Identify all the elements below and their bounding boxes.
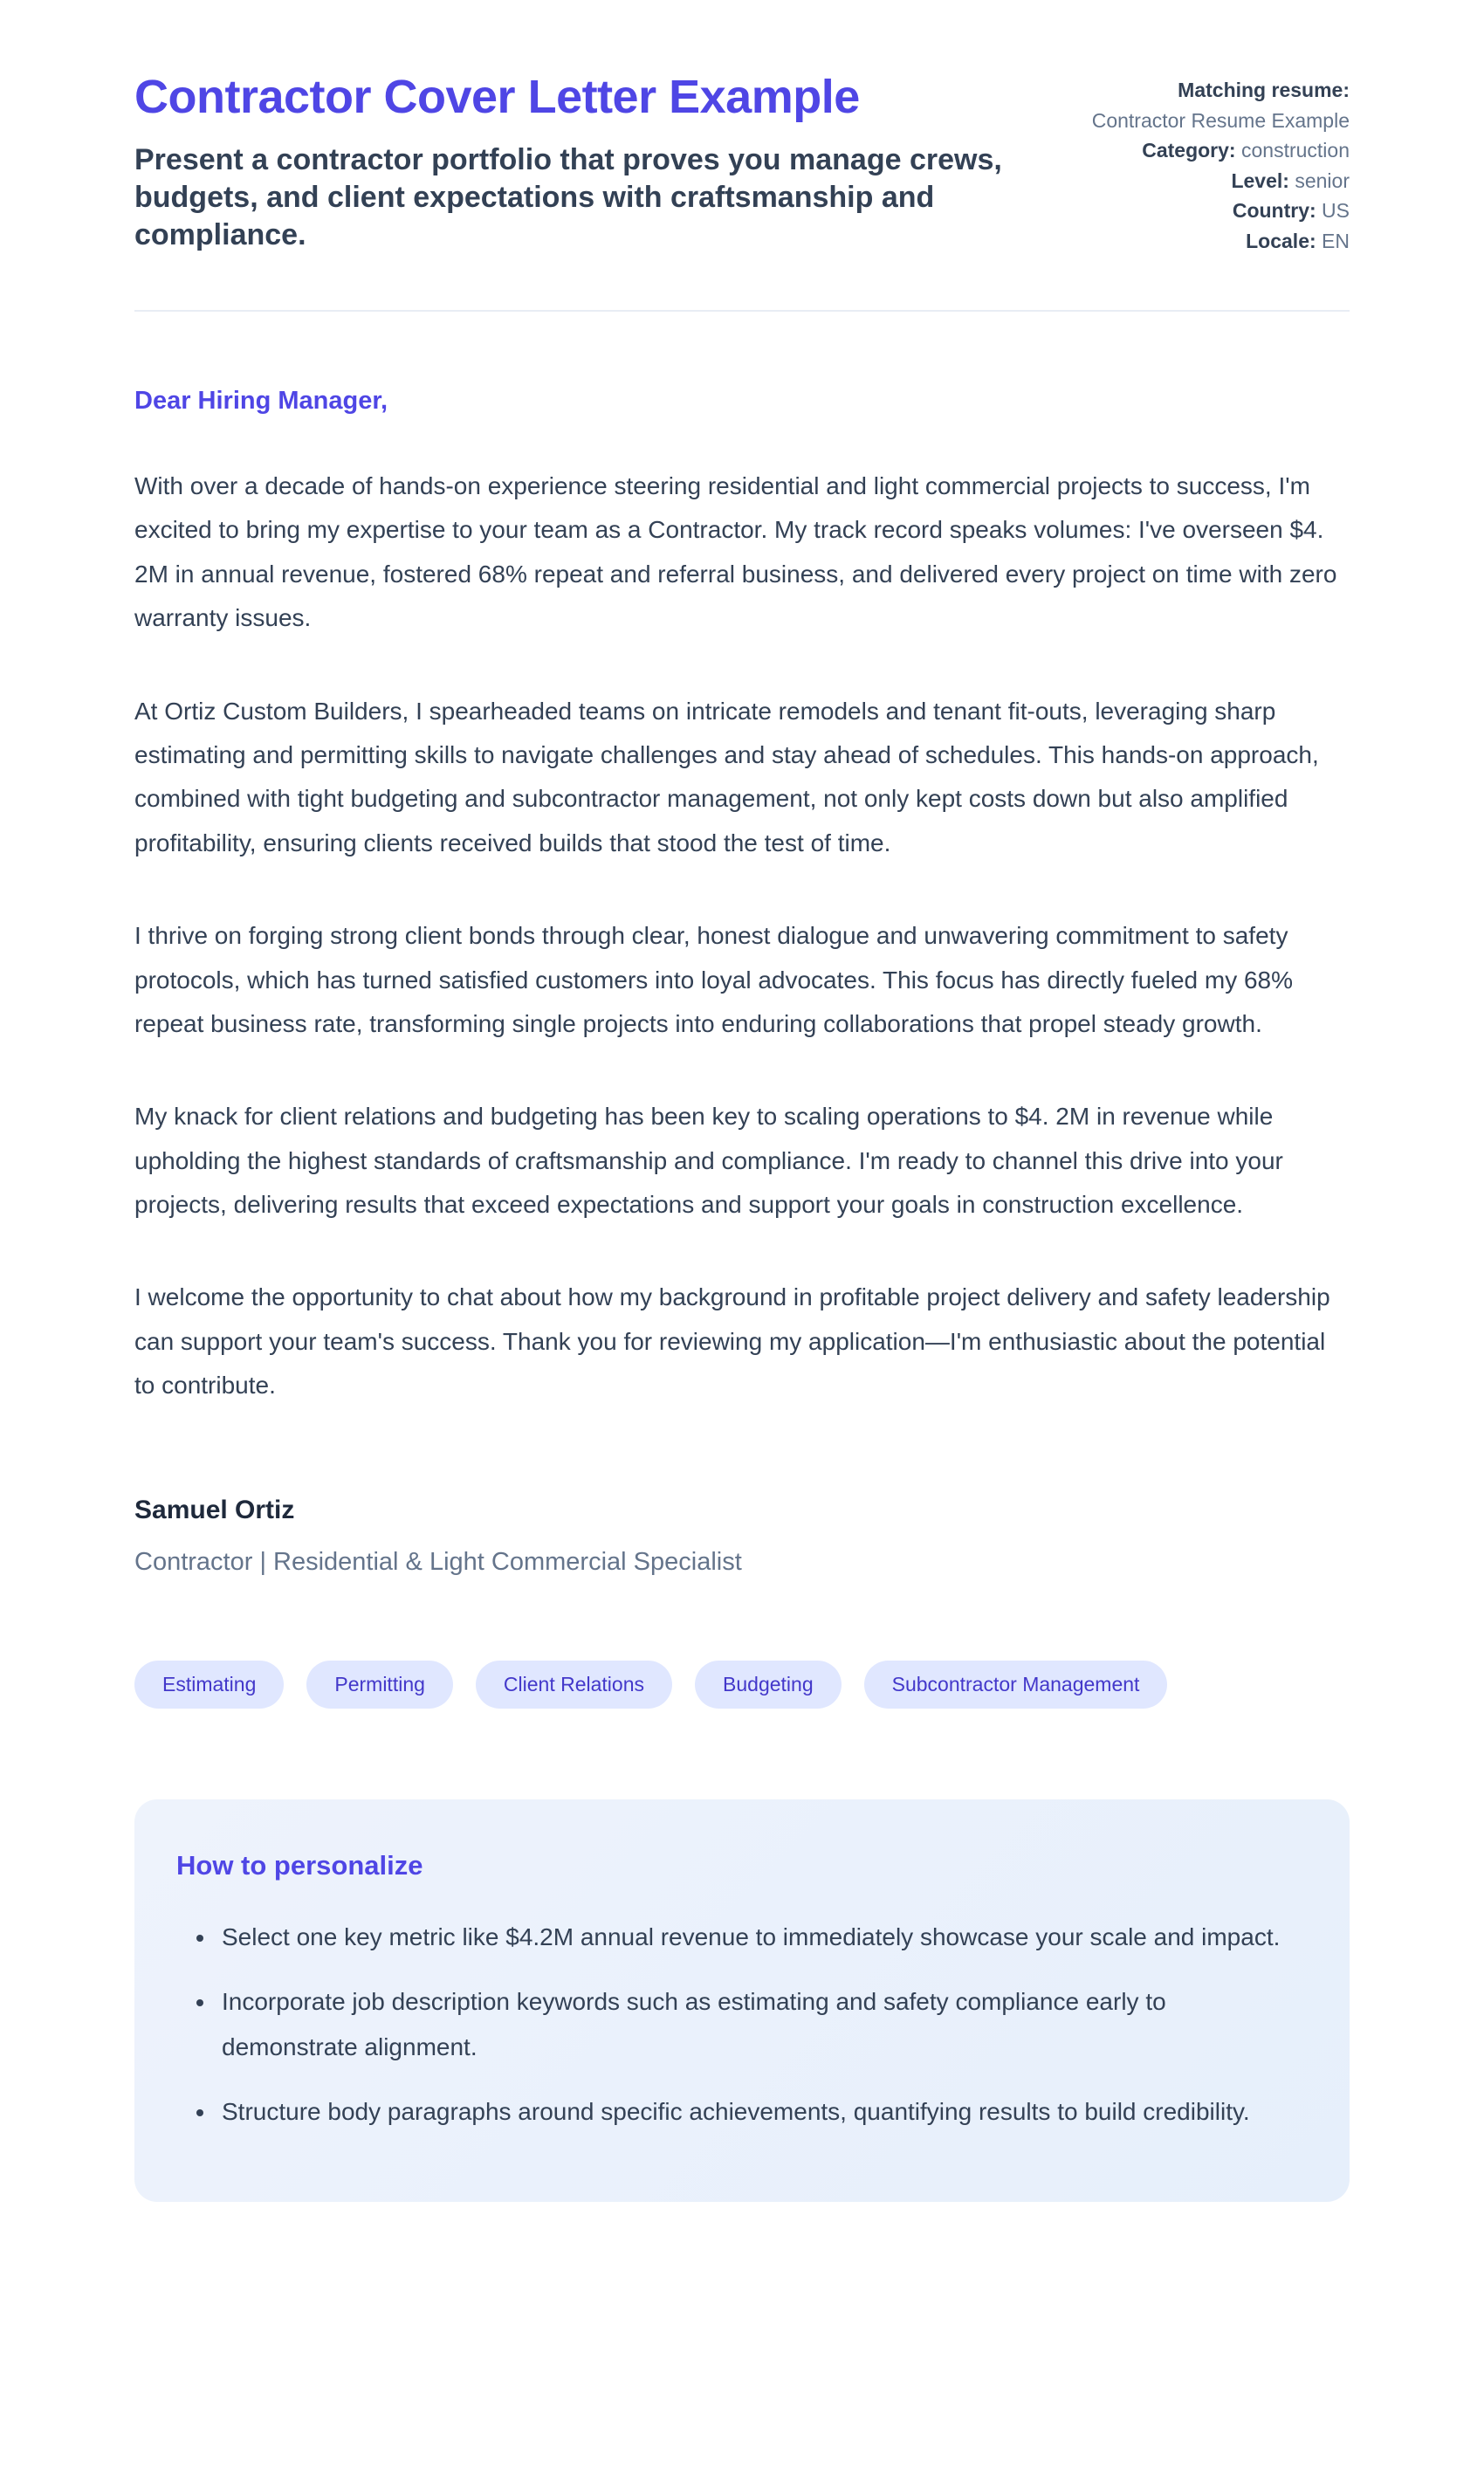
skill-tag[interactable]: Subcontractor Management xyxy=(864,1661,1168,1709)
meta-label: Matching resume: xyxy=(1178,79,1350,101)
skill-tag[interactable]: Budgeting xyxy=(695,1661,842,1709)
signature-name: Samuel Ortiz xyxy=(134,1495,295,1524)
skill-tag[interactable]: Client Relations xyxy=(476,1661,672,1709)
page-subtitle: Present a contractor portfolio that proves you manage crews, budgets, and client expectations with craftsmanship and compliance. xyxy=(134,143,1002,251)
meta-label: Country: xyxy=(1232,199,1316,222)
meta-value: EN xyxy=(1322,229,1350,252)
letter-paragraph: With over a decade of hands-on experience steering residential and light commercial projects to success, I'm excited to bring my expertise to your team as a Contractor. My track record speaks volumes: I've overseen $4. 2M in annual revenue, fostered 68% repeat and referral business, and delivered every project on time with zero warranty issues. xyxy=(134,472,1337,632)
personalize-tips-list xyxy=(176,1915,1308,2134)
meta-label: Locale: xyxy=(1246,229,1316,252)
letter-paragraph: At Ortiz Custom Builders, I spearheaded teams on intricate remodels and tenant fit-outs, leveraging sharp estimating and permitting skills to navigate challenges and stay ahead of schedules. This hands-on approach, combined with tight budgeting and subcontractor management, not only kept costs down but also amplified profitability, ensuring clients received builds that stood the test of time. xyxy=(134,697,1319,856)
skill-tags xyxy=(134,1661,1350,1709)
meta-value: construction xyxy=(1240,139,1350,162)
meta-item xyxy=(1088,226,1350,257)
skill-tag[interactable]: Permitting xyxy=(306,1661,453,1709)
personalize-tip: • Incorporate job description keywords such as estimating and safety compliance early to demonstrate alignment. xyxy=(216,1979,1308,2070)
header-divider xyxy=(134,310,1350,312)
meta-item xyxy=(1088,196,1350,226)
meta-item xyxy=(1088,75,1350,135)
page-title: Contractor Cover Letter Example xyxy=(134,71,860,123)
letter-paragraph: My knack for client relations and budgeting has been key to scaling operations to $4. 2M in revenue while upholding the highest standards of craftsmanship and compliance. I'm ready to channel this drive into your projects, delivering results that exceed expectations and support your goals in construction excellence. xyxy=(134,1103,1283,1219)
personalize-heading: How to personalize xyxy=(176,1850,423,1881)
skill-tag[interactable]: Estimating xyxy=(134,1661,284,1709)
meta-value: US xyxy=(1322,199,1350,222)
meta-item xyxy=(1088,135,1350,166)
cover-letter-body xyxy=(134,387,1350,1577)
resume-meta xyxy=(1088,70,1350,256)
page-header xyxy=(134,70,1350,256)
personalize-tip: • Structure body paragraphs around specific achievements, quantifying results to build credibility. xyxy=(216,2089,1308,2135)
signature-role: Contractor | Residential & Light Commercial Specialist xyxy=(134,1547,742,1576)
meta-item xyxy=(1088,166,1350,196)
salutation: Dear Hiring Manager, xyxy=(134,387,388,415)
personalize-box xyxy=(134,1799,1350,2202)
letter-paragraph: I thrive on forging strong client bonds through clear, honest dialogue and unwavering commitment to safety protocols, which has turned satisfied customers into loyal advocates. This focus has directly fueled my 68% repeat business rate, transforming single projects into enduring collaborations that propel steady growth. xyxy=(134,922,1294,1037)
cover-letter-page xyxy=(134,0,1350,2307)
letter-paragraph: I welcome the opportunity to chat about how my background in profitable project delivery and safety leadership can support your team's success. Thank you for reviewing my application—I'm enthusiastic about the potential to contribute. xyxy=(134,1283,1330,1400)
meta-label: Category: xyxy=(1142,139,1236,162)
header-text-block xyxy=(134,70,1034,254)
signature-block xyxy=(134,1496,1350,1577)
meta-value: senior xyxy=(1295,169,1350,192)
meta-value: Contractor Resume Example xyxy=(1091,108,1350,132)
meta-label: Level: xyxy=(1231,169,1289,192)
personalize-tip: • Select one key metric like $4.2M annual revenue to immediately showcase your scale and impact. xyxy=(216,1915,1308,1960)
